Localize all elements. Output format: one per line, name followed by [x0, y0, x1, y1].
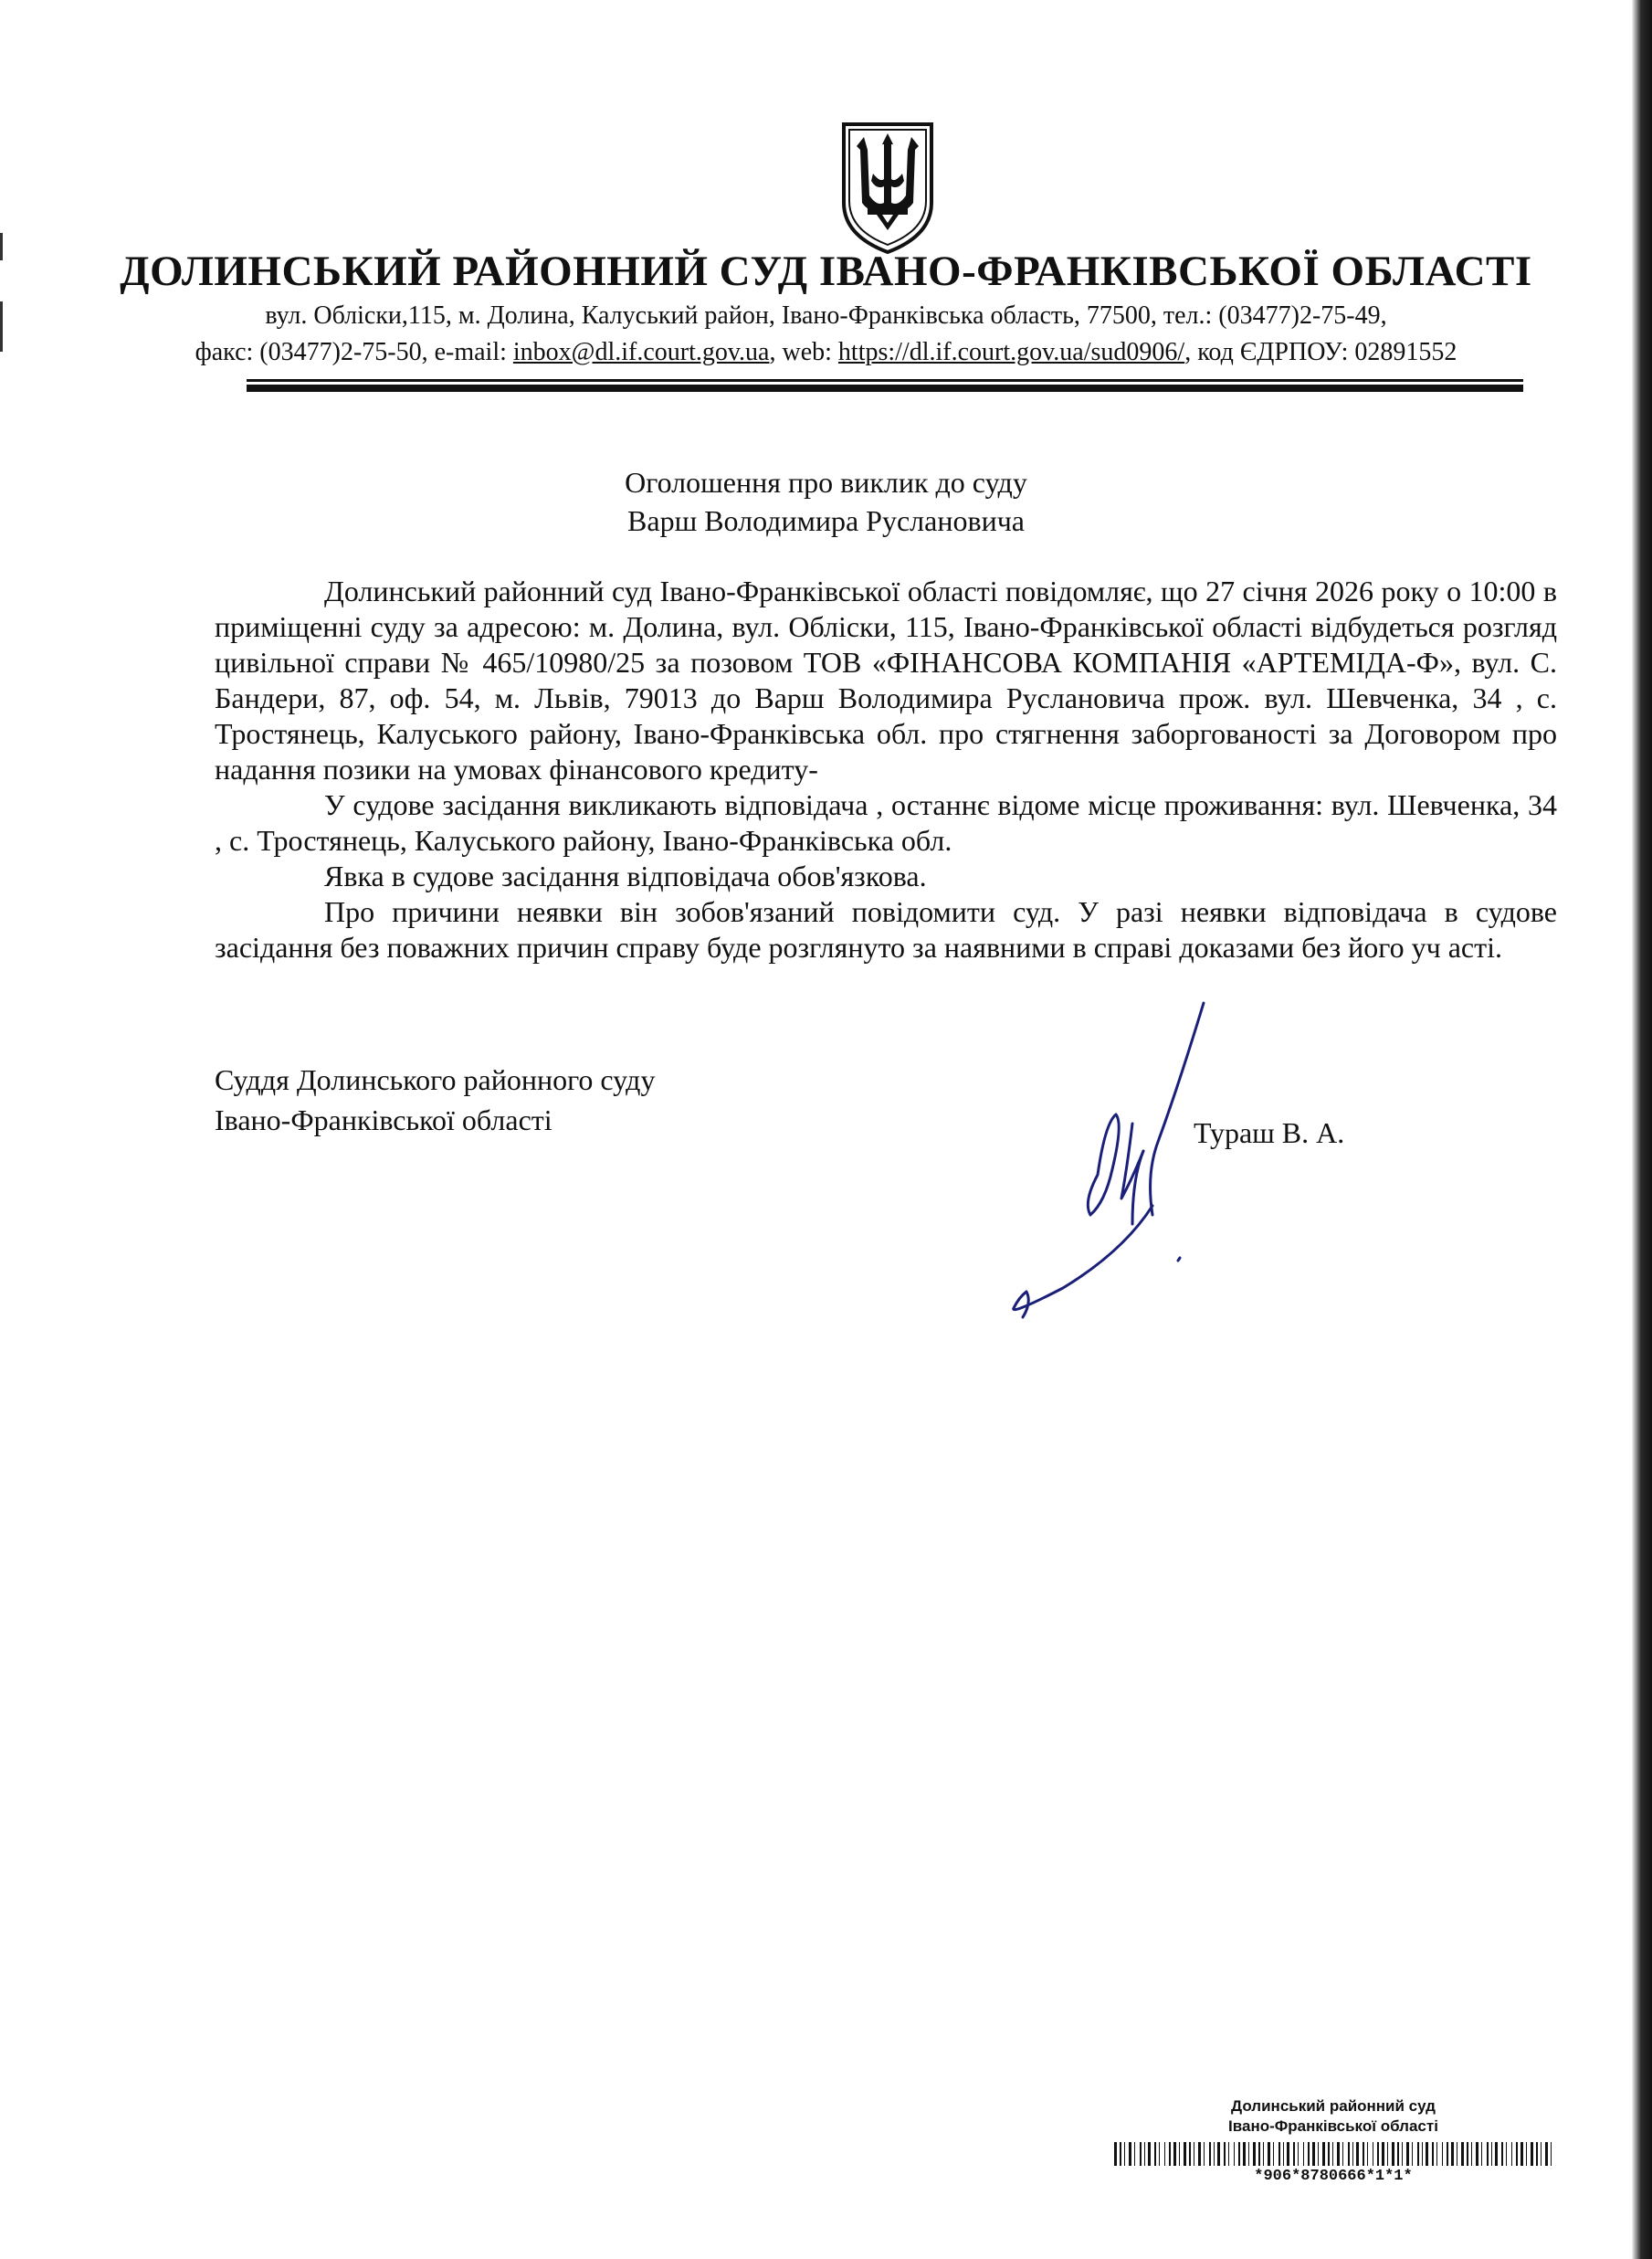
web-label: , web: — [769, 338, 838, 366]
judge-position — [215, 1060, 655, 1140]
barcode-number: *906*8780666*1*1* — [1254, 2168, 1413, 2185]
paragraph: Про причини неявки він зобов'язаний повідомити суд. У разі неявки відповідача в судове засідання без поважних причин справу буде розглянуто за наявними в справі доказами без його уч асті. — [215, 895, 1557, 964]
web-link[interactable]: https://dl.if.court.gov.ua/sud0906/ — [837, 338, 1185, 366]
barcode-icon — [1114, 2142, 1554, 2166]
notice-body — [215, 574, 1557, 966]
trident-coat-of-arms-icon — [837, 119, 939, 256]
fax-label: факс: (03477)2-75-50, e-mail: — [195, 338, 513, 366]
notice-person: Варш Володимира Руслановича — [627, 504, 1025, 537]
email-link[interactable]: inbox@dl.if.court.gov.ua — [512, 338, 770, 366]
court-address: вул. Обліски,115, м. Долина, Калуський район, Івано-Франківська область, 77500, тел.: (03477)2-75-49, — [265, 301, 1387, 330]
footer-court-line1: Долинський районний суд — [1231, 2097, 1436, 2115]
paragraph: У судове засідання викликають відповідача , останнє відоме місце проживання: вул. Шевченка, 34 , с. Тростянець, Калуського району, Івано-Франківська обл. — [215, 788, 1557, 857]
footer-court-line2: Івано-Франківської області — [1228, 2117, 1438, 2135]
court-contacts — [0, 338, 1652, 367]
header-divider — [247, 379, 1523, 382]
court-name: ДОЛИНСЬКИЙ РАЙОННИЙ СУД ІВАНО-ФРАНКІВСЬКОЇ ОБЛАСТІ — [120, 248, 1532, 295]
judge-name: Тураш В. А. — [1194, 1116, 1345, 1149]
paragraph: Явка в судове засідання відповідача обов'язкова. — [324, 860, 927, 892]
paragraph: Долинський районний суд Івано-Франківської області повідомляє, що 27 січня 2026 року о 10:00 в приміщенні суду за адресою: м. Долина, вул. Обліски, 115, Івано-Франківської області відбудеться розгляд цивільної справи № 465/10980/25 за позовом ТОВ «ФІНАНСОВА КОМПАНІЯ «АРТЕМІДА-Ф», вул. С. Бандери, 87, оф. 54, м. Львів, 79013 до Варш Володимира Руслановича прож. вул. Шевченка, 34 , с. Тростянець, Калуського району, Івано-Франківська обл. про стягнення заборгованості за Договором про надання позики на умовах фінансового кредиту- — [215, 575, 1557, 786]
edrpou-code: , код ЄДРПОУ: 02891552 — [1184, 338, 1457, 366]
notice-title: Оголошення про виклик до суду — [625, 466, 1027, 499]
judge-position-line1: Суддя Долинського районного суду — [215, 1063, 656, 1096]
handwritten-signature-icon — [995, 987, 1233, 1334]
judge-position-line2: Івано-Франківської області — [215, 1103, 552, 1136]
header-divider-thick — [247, 385, 1523, 392]
